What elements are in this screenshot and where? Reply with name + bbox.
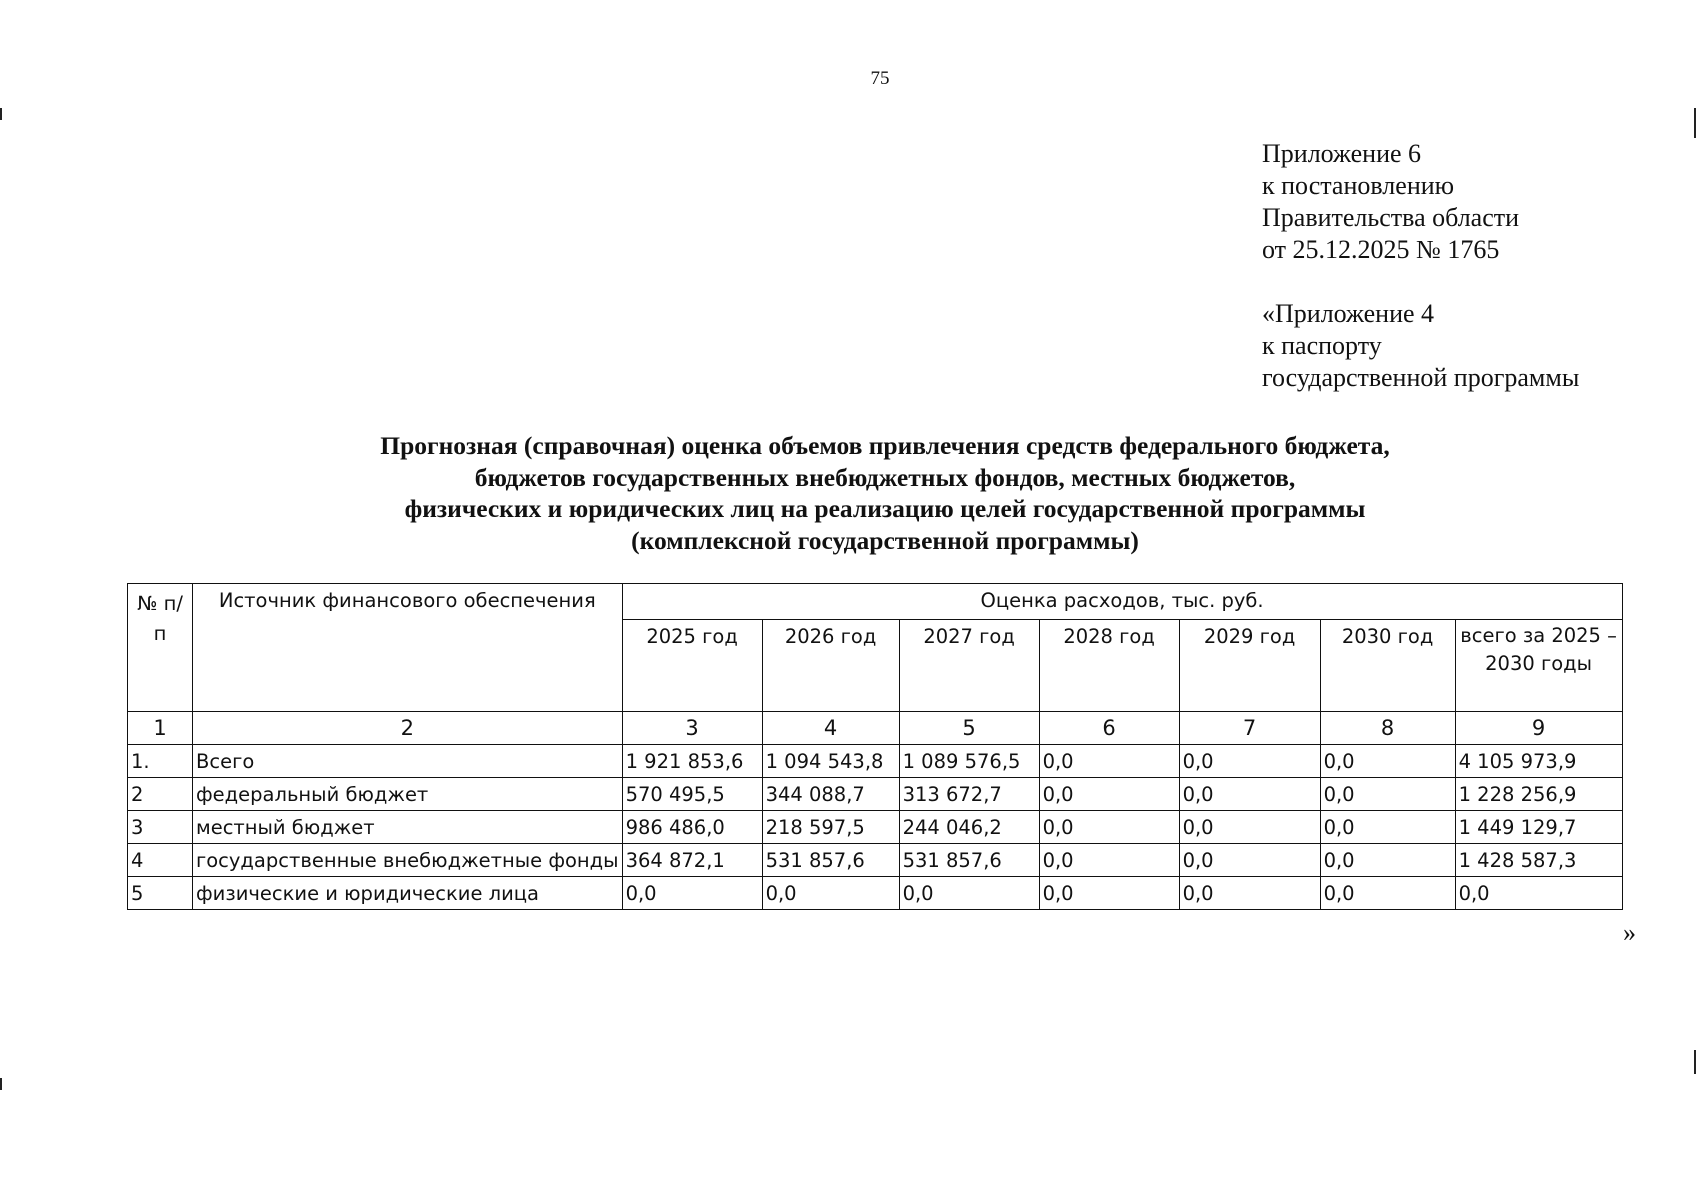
row-value: 0,0 bbox=[899, 877, 1039, 910]
header-estimate: Оценка расходов, тыс. руб. bbox=[622, 584, 1622, 620]
appendix-block bbox=[1262, 138, 1579, 394]
row-total: 1 228 256,9 bbox=[1455, 778, 1622, 811]
row-value: 0,0 bbox=[1179, 811, 1320, 844]
row-value: 570 495,5 bbox=[622, 778, 762, 811]
row-value: 0,0 bbox=[1039, 844, 1179, 877]
row-total: 4 105 973,9 bbox=[1455, 745, 1622, 778]
appendix-line: к постановлению bbox=[1262, 171, 1455, 200]
row-value: 0,0 bbox=[762, 877, 899, 910]
row-number: 1. bbox=[128, 745, 193, 778]
row-value: 1 089 576,5 bbox=[899, 745, 1039, 778]
column-number: 6 bbox=[1039, 712, 1179, 745]
row-number: 2 bbox=[128, 778, 193, 811]
row-value: 0,0 bbox=[1179, 844, 1320, 877]
appendix-line: Приложение 6 bbox=[1262, 139, 1422, 168]
row-source: государственные внебюджетные фонды bbox=[193, 844, 623, 877]
row-value: 0,0 bbox=[1320, 745, 1455, 778]
row-value: 313 672,7 bbox=[899, 778, 1039, 811]
row-value: 0,0 bbox=[1320, 844, 1455, 877]
row-total: 0,0 bbox=[1455, 877, 1622, 910]
header-source: Источник финансового обеспечения bbox=[193, 584, 623, 712]
row-value: 0,0 bbox=[622, 877, 762, 910]
table-row bbox=[128, 844, 1623, 877]
appendix-line: Правительства области bbox=[1262, 203, 1520, 232]
row-value: 1 921 853,6 bbox=[622, 745, 762, 778]
page-number: 75 bbox=[870, 68, 890, 89]
row-value: 218 597,5 bbox=[762, 811, 899, 844]
row-value: 0,0 bbox=[1179, 745, 1320, 778]
row-number: 3 bbox=[128, 811, 193, 844]
column-number-row bbox=[128, 712, 1623, 745]
quoted-appendix-line: «Приложение 4 bbox=[1262, 299, 1435, 328]
header-year: 2027 год bbox=[899, 620, 1039, 712]
row-value: 0,0 bbox=[1179, 877, 1320, 910]
row-source: местный бюджет bbox=[193, 811, 623, 844]
document-title bbox=[210, 430, 1560, 556]
row-value: 0,0 bbox=[1039, 745, 1179, 778]
column-number: 8 bbox=[1320, 712, 1455, 745]
row-value: 344 088,7 bbox=[762, 778, 899, 811]
table-row bbox=[128, 745, 1623, 778]
table-row bbox=[128, 778, 1623, 811]
header-year: 2028 год bbox=[1039, 620, 1179, 712]
row-total: 1 428 587,3 bbox=[1455, 844, 1622, 877]
scan-edge-mark bbox=[1694, 1050, 1696, 1074]
header-year: 2025 год bbox=[622, 620, 762, 712]
row-value: 0,0 bbox=[1320, 778, 1455, 811]
row-value: 244 046,2 bbox=[899, 811, 1039, 844]
title-line: Прогнозная (справочная) оценка объемов привлечения средств федерального бюджета, bbox=[380, 431, 1390, 460]
row-value: 531 857,6 bbox=[899, 844, 1039, 877]
row-value: 0,0 bbox=[1320, 877, 1455, 910]
table-row bbox=[128, 811, 1623, 844]
scan-edge-mark bbox=[1694, 108, 1696, 138]
column-number: 9 bbox=[1455, 712, 1622, 745]
appendix-line: от 25.12.2025 № 1765 bbox=[1262, 235, 1500, 264]
row-number: 5 bbox=[128, 877, 193, 910]
column-number: 3 bbox=[622, 712, 762, 745]
row-value: 0,0 bbox=[1039, 778, 1179, 811]
scan-edge-mark bbox=[0, 108, 2, 120]
quoted-appendix-line: к паспорту bbox=[1262, 331, 1382, 360]
header-year: 2029 год bbox=[1179, 620, 1320, 712]
row-value: 0,0 bbox=[1039, 877, 1179, 910]
financing-table bbox=[127, 583, 1623, 910]
column-number: 2 bbox=[193, 712, 623, 745]
row-value: 364 872,1 bbox=[622, 844, 762, 877]
row-value: 0,0 bbox=[1039, 811, 1179, 844]
scan-edge-mark bbox=[0, 1078, 2, 1090]
closing-quote: » bbox=[1623, 918, 1636, 947]
quoted-appendix-line: государственной программы bbox=[1262, 363, 1580, 392]
header-number: № п/п bbox=[128, 584, 193, 712]
row-source: федеральный бюджет bbox=[193, 778, 623, 811]
row-value: 531 857,6 bbox=[762, 844, 899, 877]
column-number: 7 bbox=[1179, 712, 1320, 745]
spacer bbox=[1262, 266, 1579, 298]
column-number: 4 bbox=[762, 712, 899, 745]
row-value: 1 094 543,8 bbox=[762, 745, 899, 778]
row-source: Всего bbox=[193, 745, 623, 778]
row-value: 0,0 bbox=[1179, 778, 1320, 811]
row-value: 986 486,0 bbox=[622, 811, 762, 844]
row-number: 4 bbox=[128, 844, 193, 877]
row-value: 0,0 bbox=[1320, 811, 1455, 844]
row-source: физические и юридические лица bbox=[193, 877, 623, 910]
header-year: 2030 год bbox=[1320, 620, 1455, 712]
table-row bbox=[128, 877, 1623, 910]
title-line: физических и юридических лиц на реализацию целей государственной программы bbox=[404, 494, 1366, 523]
header-total: всего за 2025 – 2030 годы bbox=[1455, 620, 1622, 712]
title-line: (комплексной государственной программы) bbox=[631, 525, 1139, 555]
column-number: 5 bbox=[899, 712, 1039, 745]
column-number: 1 bbox=[128, 712, 193, 745]
header-year: 2026 год bbox=[762, 620, 899, 712]
title-line: бюджетов государственных внебюджетных фондов, местных бюджетов, bbox=[474, 462, 1296, 492]
row-total: 1 449 129,7 bbox=[1455, 811, 1622, 844]
